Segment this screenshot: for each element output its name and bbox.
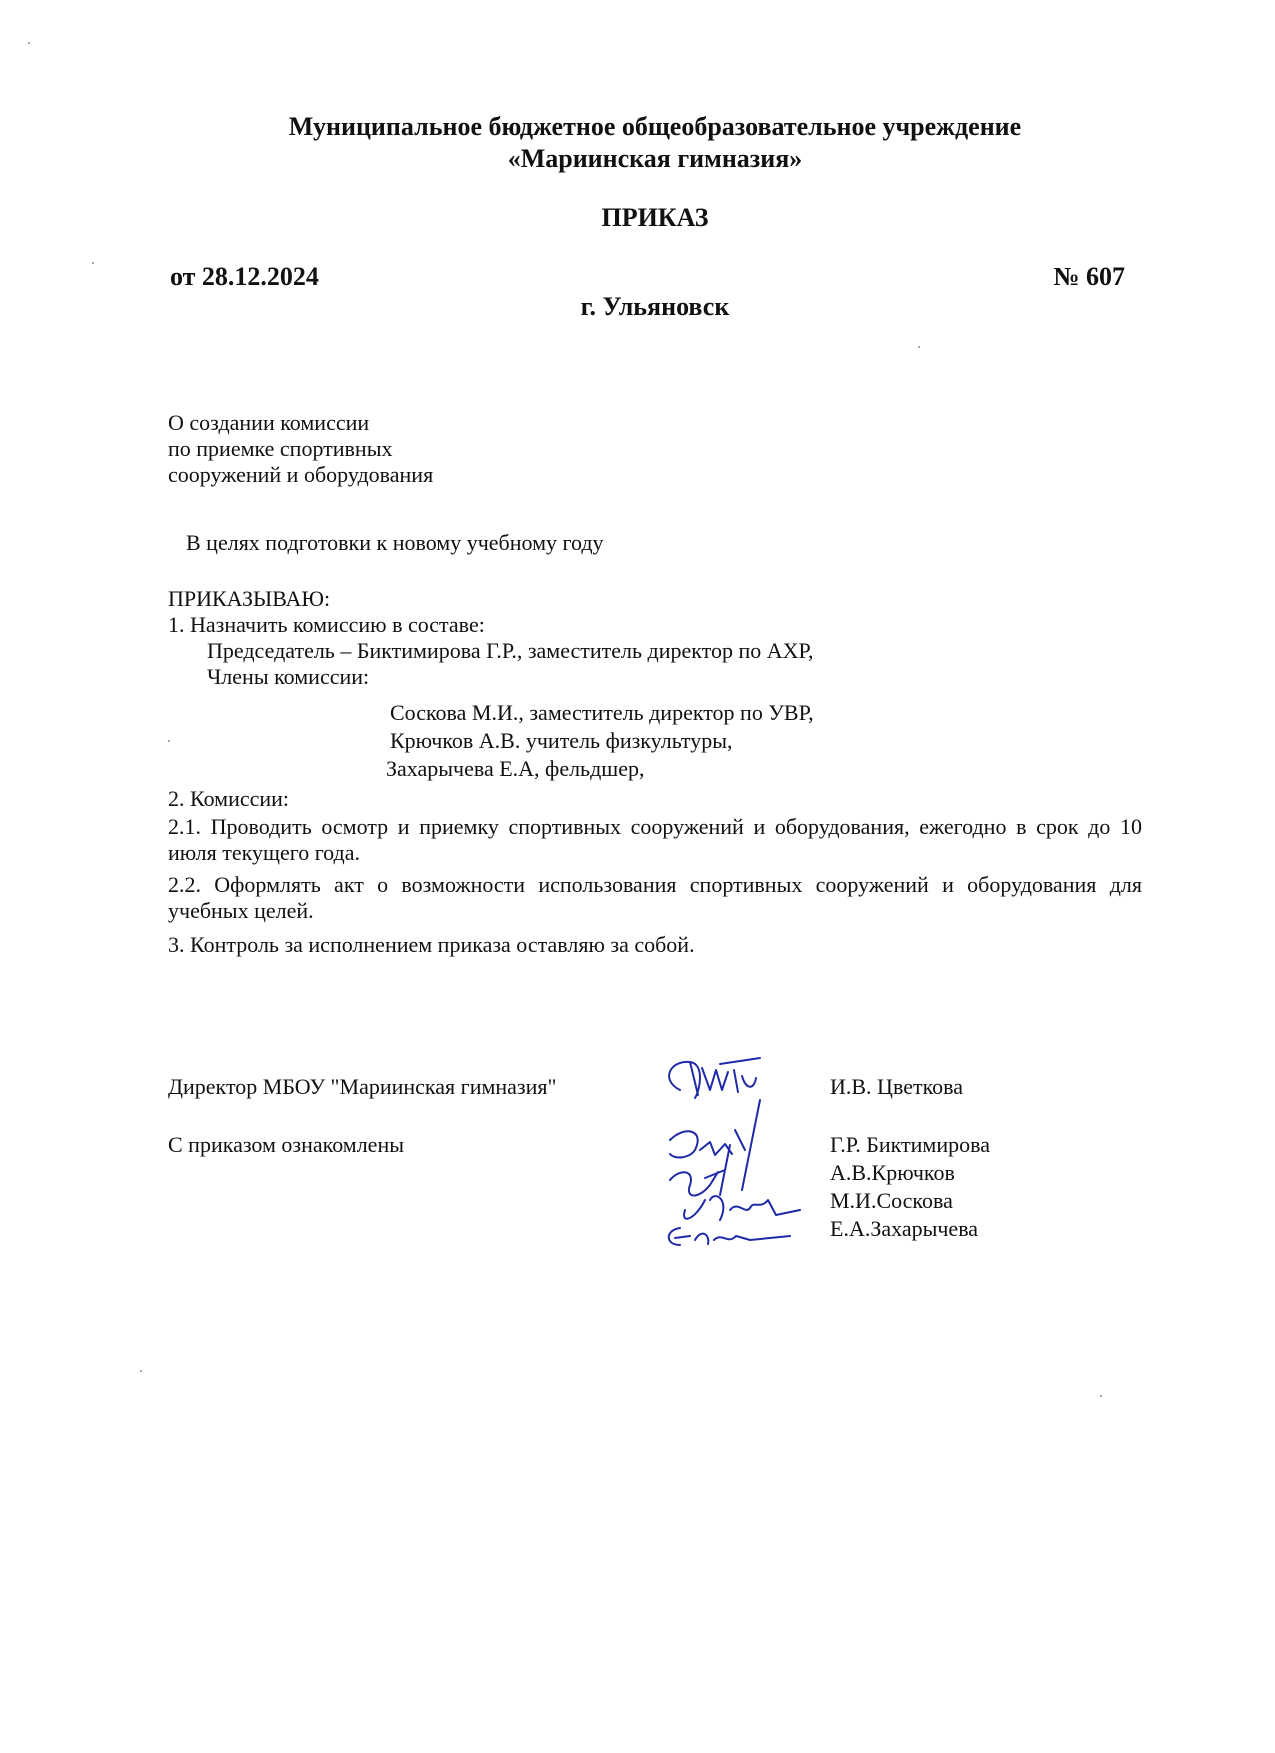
soskova-signature <box>684 1196 800 1220</box>
acknowledged-person-3: М.И.Соскова <box>830 1188 953 1213</box>
item-3: 3. Контроль за исполнением приказа оставляю за собой. <box>168 932 695 957</box>
acknowledged-person-4: Е.А.Захарычева <box>830 1216 979 1241</box>
member-3: Захарычева Е.А, фельдшер, <box>386 756 645 781</box>
member-1: Соскова М.И., заместитель директор по УВР, <box>390 700 814 725</box>
subject-line-3: сооружений и оборудования <box>168 462 434 487</box>
commission-chair: Председатель – Биктимирова Г.Р., заместитель директор по АХР, <box>207 638 814 663</box>
document-type: ПРИКАЗ <box>601 203 709 232</box>
item-2: 2. Комиссии: <box>168 786 290 811</box>
organization-name: Муниципальное бюджетное общеобразовательное учреждение <box>288 112 1022 141</box>
director-signature <box>669 1058 760 1098</box>
subject-line-2: по приемке спортивных <box>168 436 393 461</box>
director-name: И.В. Цветкова <box>830 1074 964 1099</box>
zakharycheva-signature <box>669 1228 790 1245</box>
purpose-text: В целях подготовки к новому учебному году <box>186 530 604 555</box>
item-2-2-text: 2.2. Оформлять акт о возможности использования спортивных сооружений и оборудования для учебных целей. <box>168 872 1142 923</box>
acknowledged-person-1: Г.Р. Биктимирова <box>830 1132 990 1157</box>
item-2-2 <box>168 872 1142 924</box>
director-title: Директор МБОУ "Мариинская гимназия" <box>168 1074 557 1099</box>
handwritten-signatures <box>650 1050 840 1250</box>
organization-name-quoted: «Мариинская гимназия» <box>507 144 803 173</box>
member-2: Крючков А.В. учитель физкультуры, <box>390 728 733 753</box>
item-2-1-text: 2.1. Проводить осмотр и приемку спортивных сооружений и оборудования, ежегодно в срок до 10 июля текущего года. <box>168 814 1142 865</box>
city: г. Ульяновск <box>580 292 730 321</box>
acknowledged-person-2: А.В.Крючков <box>830 1160 955 1185</box>
item-2-1 <box>168 814 1142 866</box>
subject-line-1: О создании комиссии <box>168 410 370 435</box>
order-date: от 28.12.2024 <box>170 262 319 291</box>
item-1: 1. Назначить комиссию в составе: <box>168 612 485 637</box>
order-number: № 607 <box>1053 262 1125 291</box>
kryuchkov-signature <box>670 1145 730 1196</box>
order-word: ПРИКАЗЫВАЮ: <box>168 586 331 611</box>
members-label: Члены комиссии: <box>207 664 370 689</box>
acknowledged-label: С приказом ознакомлены <box>168 1132 405 1157</box>
